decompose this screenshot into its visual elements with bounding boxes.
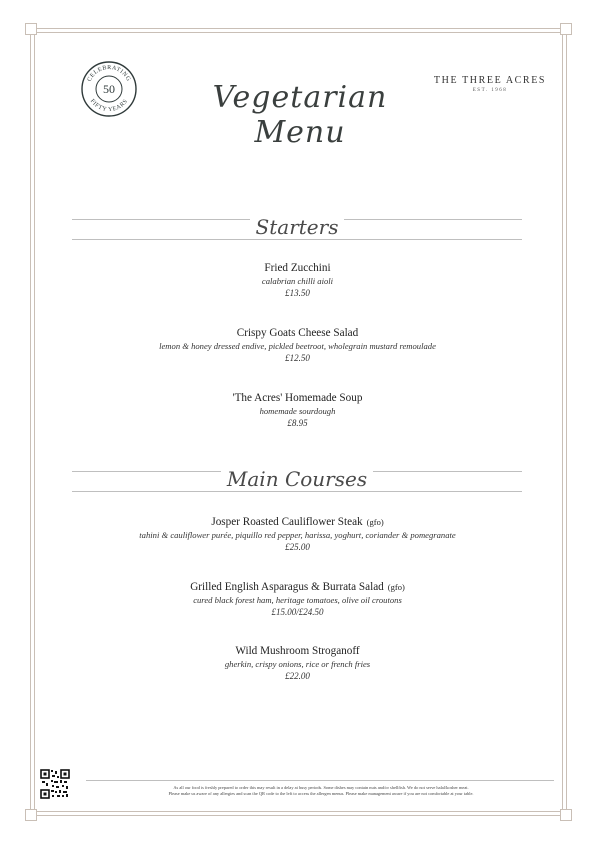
- item-description: gherkin, crispy onions, rice or french fries: [224, 659, 371, 669]
- menu-item: [60, 516, 535, 552]
- badge-number: 50: [103, 82, 115, 96]
- item-description: homemade sourdough: [259, 406, 336, 416]
- item-name: Crispy Goats Cheese Salad: [236, 327, 359, 339]
- corner-ornament: [560, 23, 572, 35]
- footer-line-1: As all our food is freshly prepared to order this may result in a delay at busy periods. Some dishes may contain nuts and/or shellfish. We do not serve halal/kosher meat.: [173, 785, 469, 790]
- brand-established: EST. 1968: [472, 88, 508, 93]
- item-description: tahini & cauliflower purée, piquillo red pepper, harissa, yoghurt, coriander & pomegranate: [139, 530, 456, 540]
- item-name: Grilled English Asparagus & Burrata Salad: [190, 581, 384, 593]
- menu-item: [60, 645, 535, 681]
- starters-section-header: [72, 215, 522, 239]
- item-price: £22.00: [285, 671, 310, 681]
- item-tag: (gfo): [387, 582, 405, 592]
- item-name: Fried Zucchini: [264, 262, 331, 274]
- corner-ornament: [25, 809, 37, 821]
- item-tag: (gfo): [366, 517, 384, 527]
- brand-name: THE THREE ACRES: [433, 75, 547, 86]
- item-description: cured black forest ham, heritage tomatoes, olive oil croutons: [193, 595, 402, 605]
- item-name: Wild Mushroom Stroganoff: [235, 645, 360, 657]
- badge-text-top: CELEBRATING: [86, 64, 132, 83]
- item-price: £15.00/£24.50: [271, 607, 324, 617]
- footer-notice: [88, 785, 554, 797]
- corner-ornament: [560, 809, 572, 821]
- brand-logo: [425, 75, 555, 93]
- item-description: lemon & honey dressed endive, pickled beetroot, wholegrain mustard remoulade: [159, 341, 436, 351]
- menu-item: [60, 392, 535, 428]
- menu-item: [60, 581, 535, 617]
- footer-line-2: Please make us aware of any allergies and scan the QR code to the left to access the allergen menus. Please make management aware if you are not comfortable at your table.: [168, 791, 474, 796]
- item-description: calabrian chilli aioli: [261, 276, 334, 286]
- item-price: £25.00: [285, 542, 310, 552]
- svg-text:FIFTY YEARS: [89, 98, 130, 113]
- item-price: £13.50: [285, 288, 310, 298]
- page-title: Vegetarian Menu: [212, 80, 388, 150]
- mains-heading: Main Courses: [221, 467, 373, 491]
- item-name: 'The Acres' Homemade Soup: [232, 392, 363, 404]
- menu-item: [60, 327, 535, 363]
- item-price: £12.50: [285, 353, 310, 363]
- anniversary-badge: [80, 60, 138, 118]
- badge-text-bottom: FIFTY YEARS: [88, 98, 130, 114]
- item-name: Josper Roasted Cauliflower Steak: [211, 516, 363, 528]
- item-price: £8.95: [287, 418, 308, 428]
- qr-code-icon[interactable]: [40, 769, 70, 799]
- starters-heading: Starters: [250, 215, 345, 239]
- menu-item: [60, 262, 535, 298]
- mains-section-header: [72, 467, 522, 491]
- footer-divider: [86, 780, 554, 781]
- corner-ornament: [25, 23, 37, 35]
